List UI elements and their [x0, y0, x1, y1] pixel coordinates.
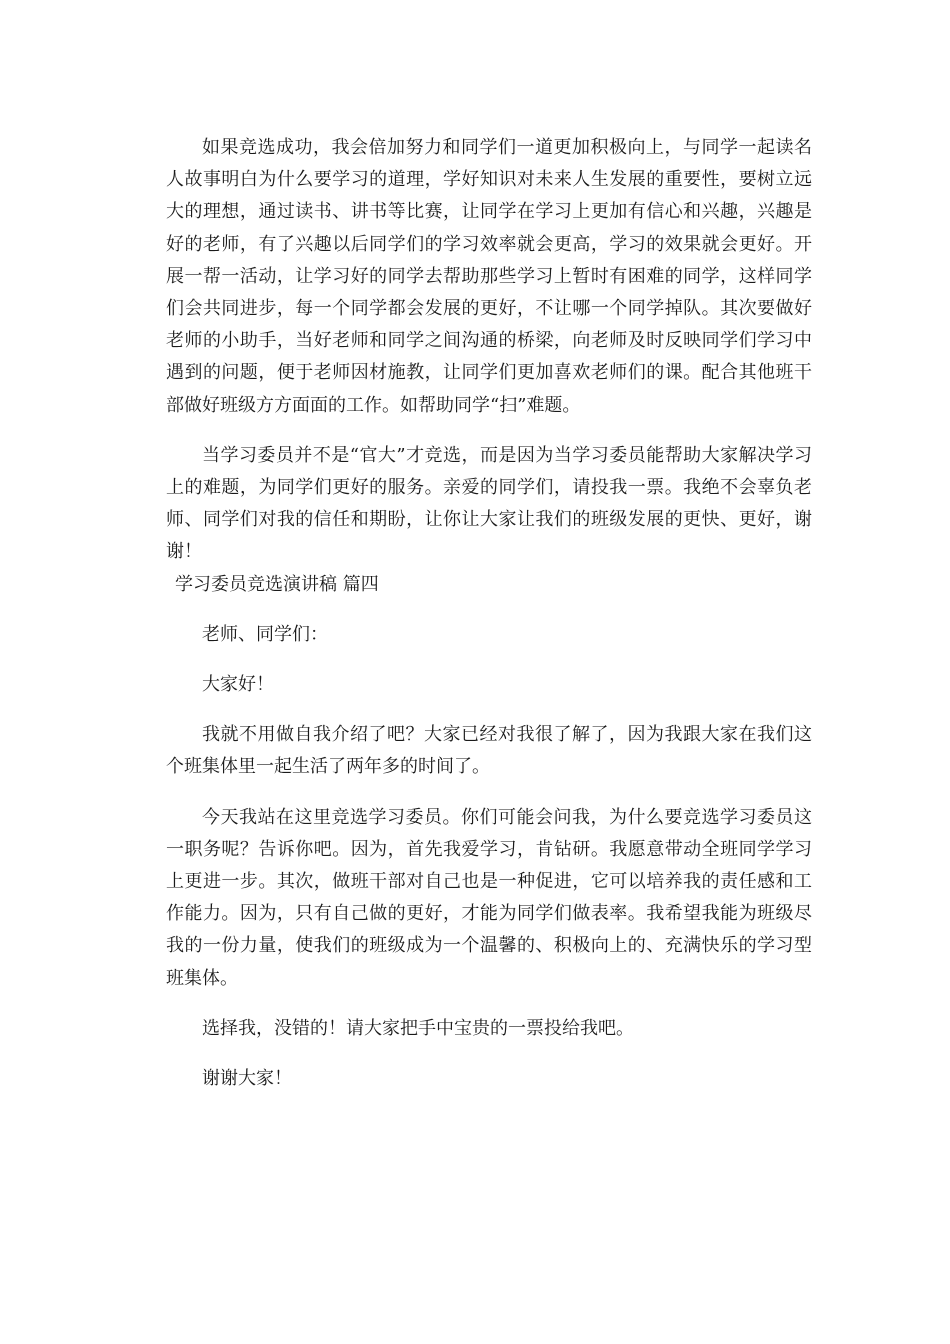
paragraph-campaign-plan: 如果竞选成功，我会倍加努力和同学们一道更加积极向上，与同学一起读名人故事明白为什么要学习的道理，学好知识对未来人生发展的重要性，要树立远大的理想，通过读书、讲书等比赛，让同学在学习上更加有信心和兴趣，兴趣是好的老师，有了兴趣以后同学们的学习效率就会更高，学习的效果就会更好。开展一帮一活动，让学习好的同学去帮助那些学习上暂时有困难的同学，这样同学们会共同进步，每一个同学都会发展的更好，不让哪一个同学掉队。其次要做好老师的小助手，当好老师和同学之间沟通的桥梁，向老师及时反映同学们学习中遇到的问题，便于老师因材施教，让同学们更加喜欢老师们的课。配合其他班干部做好班级方方面面的工作。如帮助同学“扫”难题。: [166, 137, 812, 416]
document-page: [166, 132, 812, 1095]
greeting: 大家好！: [202, 674, 274, 696]
paragraph-reasons: 今天我站在这里竞选学习委员。你们可能会问我，为什么要竞选学习委员这一职务呢？告诉你吧。因为，首先我爱学习，肯钻研。我愿意带动全班同学学习上更进一步。其次，做班干部对自己也是一种促进，它可以培养我的责任感和工作能力。因为，只有自己做的更好，才能为同学们做表率。我希望我能为班级尽我的一份力量，使我们的班级成为一个温馨的、积极向上的、充满快乐的学习型班集体。: [166, 806, 812, 989]
paragraph-campaign-appeal: 当学习委员并不是“官大”才竞选，而是因为当学习委员能帮助大家解决学习上的难题，为同学们更好的服务。亲爱的同学们，请投我一票。我绝不会辜负老师、同学们对我的信任和期盼，让你让大家让我们的班级发展的更快、更好，谢谢！: [166, 444, 812, 563]
salutation: 老师、同学们：: [202, 623, 328, 645]
section-title: 学习委员竞选演讲稿 篇四: [175, 573, 379, 595]
paragraph-vote-request: 选择我，没错的！请大家把手中宝贵的一票投给我吧。: [202, 1017, 634, 1039]
closing-thanks: 谢谢大家！: [202, 1068, 292, 1090]
paragraph-introduction: 我就不用做自我介绍了吧？大家已经对我很了解了，因为我跟大家在我们这个班集体里一起生活了两年多的时间了。: [166, 724, 812, 778]
